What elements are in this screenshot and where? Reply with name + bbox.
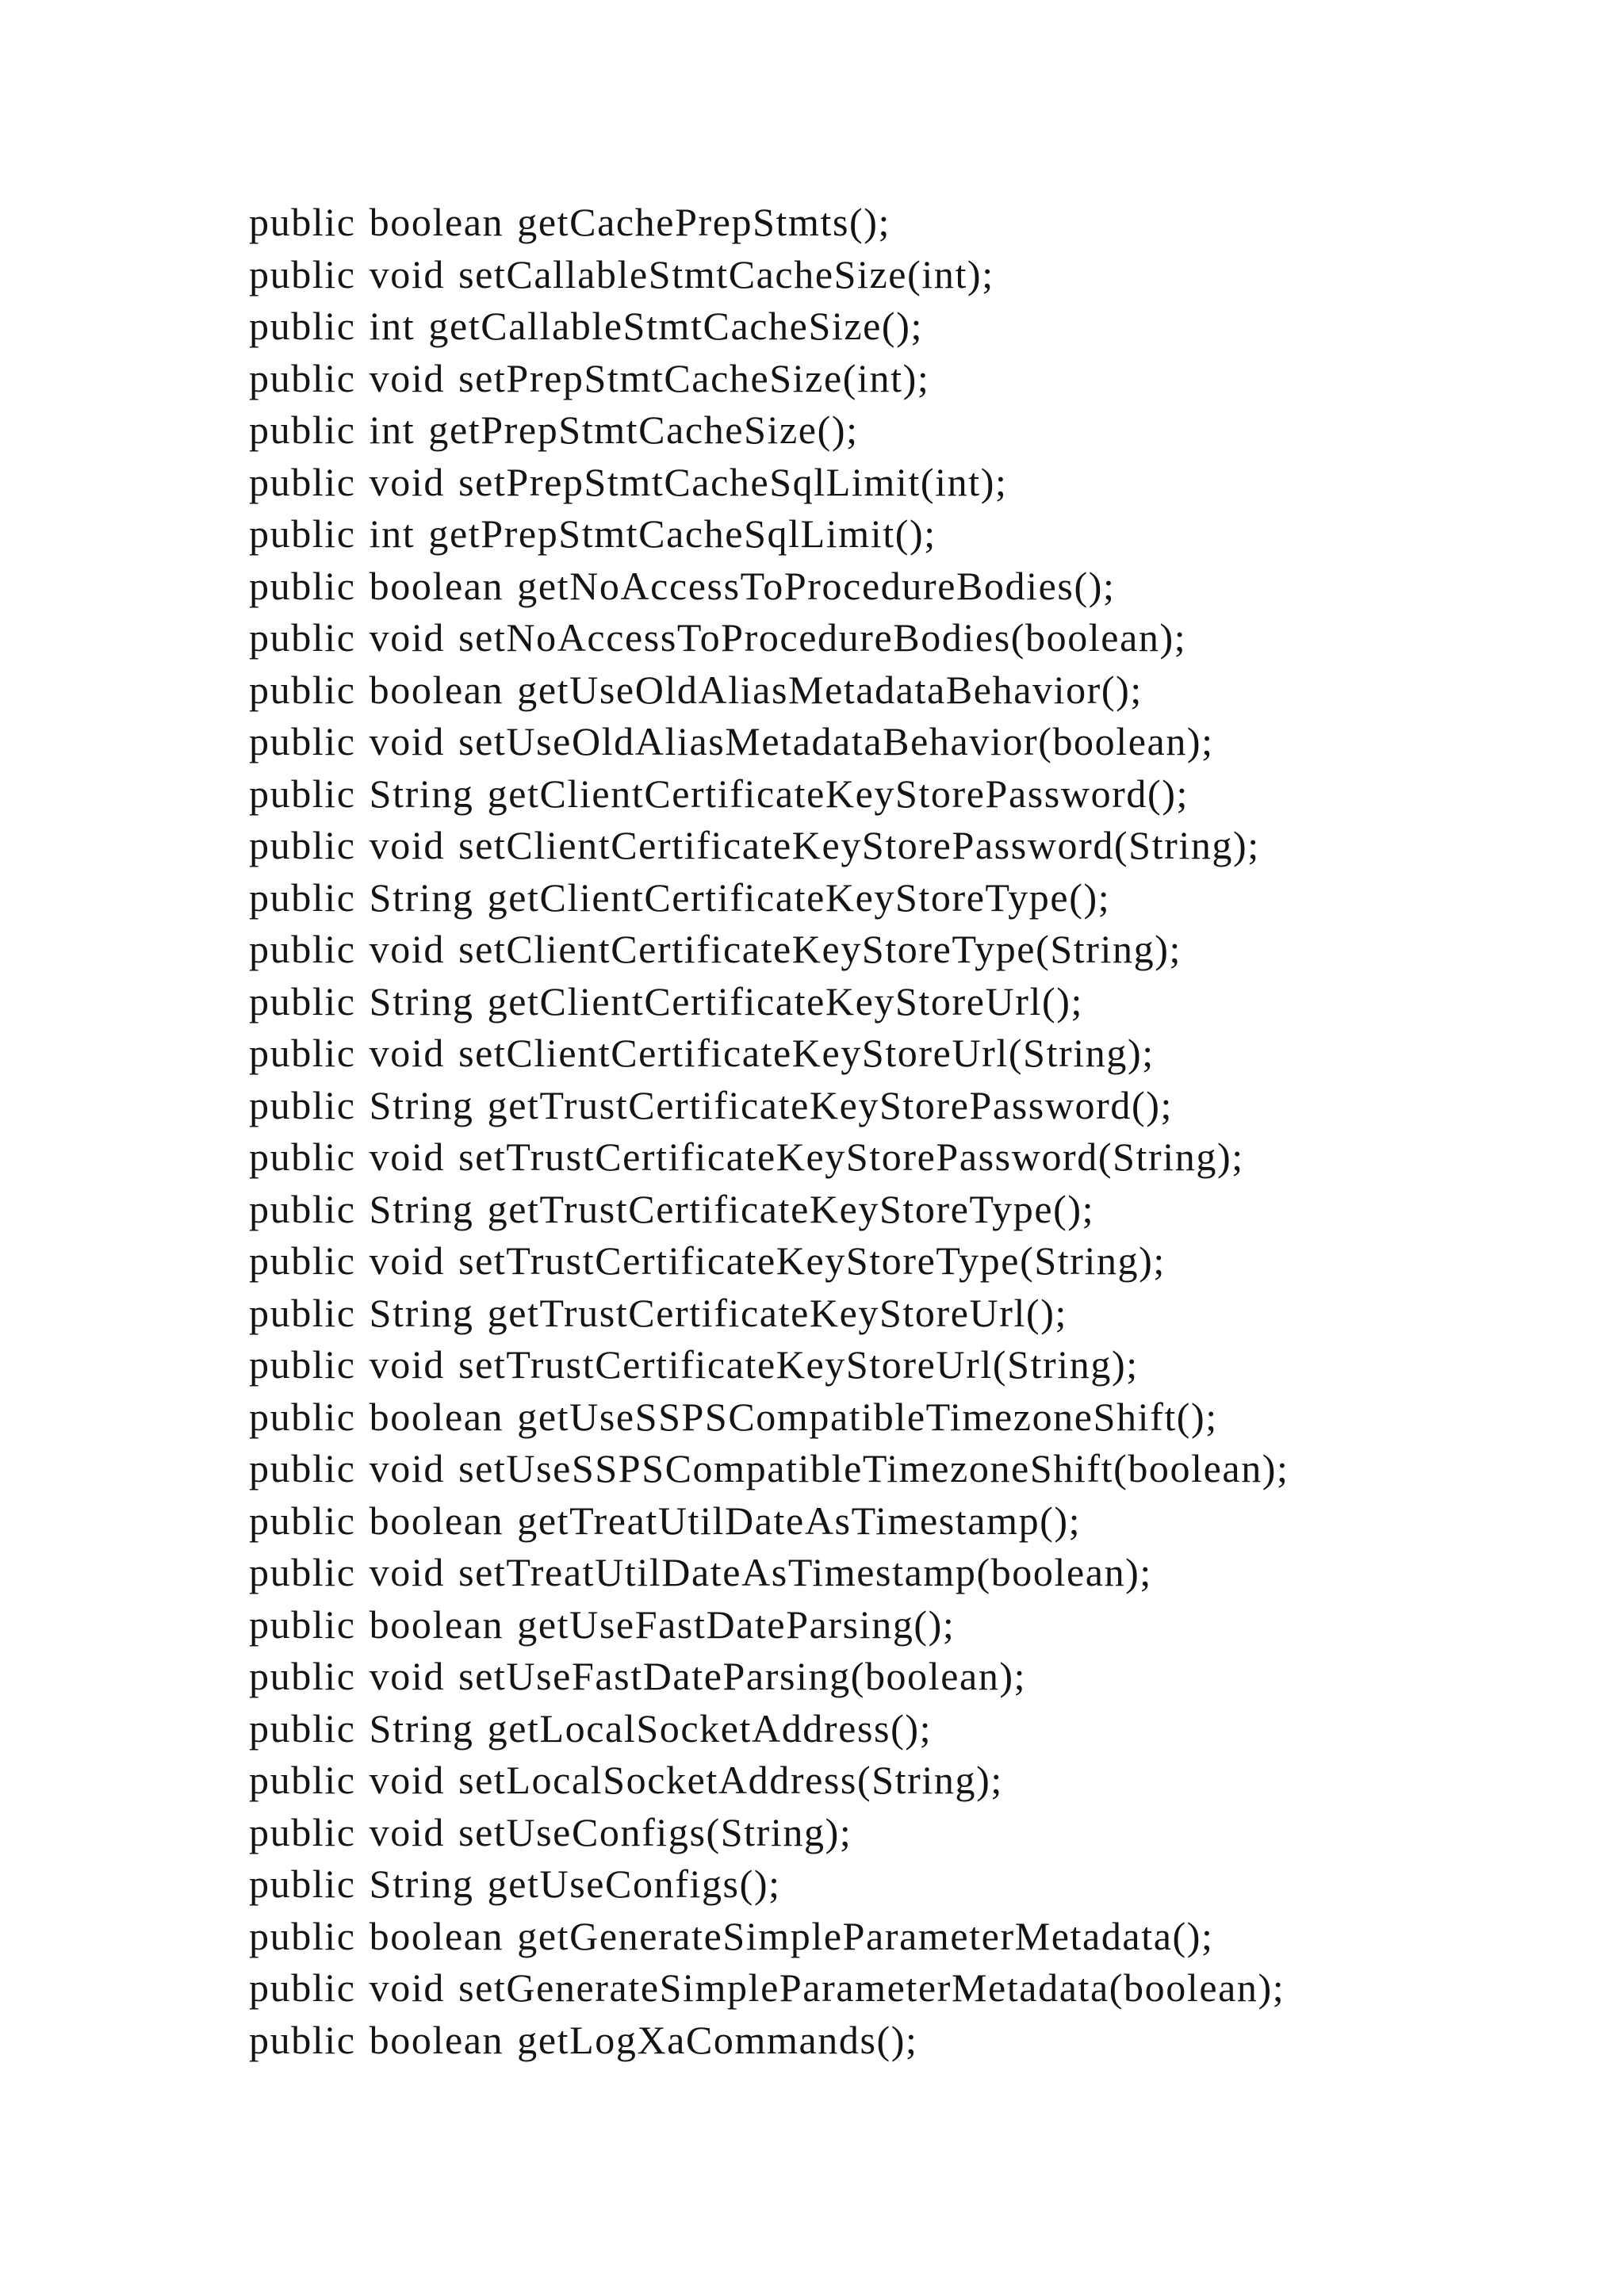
code-line: public void setGenerateSimpleParameterMetadata(boolean);	[249, 1965, 1285, 2010]
code-line: public void setLocalSocketAddress(String);	[249, 1758, 1003, 1802]
code-line: public void setUseConfigs(String);	[249, 1809, 852, 1854]
code-line: public String getTrustCertificateKeyStoreUrl();	[249, 1290, 1067, 1335]
code-line: public boolean getTreatUtilDateAsTimestamp();	[249, 1498, 1082, 1543]
code-line: public String getTrustCertificateKeyStorePassword();	[249, 1082, 1173, 1127]
code-line: public void setPrepStmtCacheSqlLimit(int);	[249, 459, 1008, 504]
code-line: public int getPrepStmtCacheSqlLimit();	[249, 511, 936, 556]
code-line: public String getClientCertificateKeyStoreUrl();	[249, 978, 1083, 1024]
code-line: public boolean getCachePrepStmts();	[249, 200, 891, 244]
code-line: public void setTrustCertificateKeyStoreUrl(String);	[249, 1342, 1139, 1387]
code-line: public String getClientCertificateKeyStoreType();	[249, 874, 1111, 920]
code-line: public String getUseConfigs();	[249, 1862, 781, 1906]
code-line: public boolean getUseSSPSCompatibleTimezoneShift();	[249, 1394, 1218, 1439]
code-line: public boolean getGenerateSimpleParameterMetadata();	[249, 1913, 1214, 1958]
code-line: public int getPrepStmtCacheSize();	[249, 408, 859, 452]
code-line: public void setTrustCertificateKeyStoreType(String);	[249, 1238, 1166, 1283]
code-line: public String getLocalSocketAddress();	[249, 1705, 933, 1751]
code-line: public boolean getUseFastDateParsing();	[249, 1601, 956, 1647]
code-line: public void setClientCertificateKeyStoreType(String);	[249, 927, 1182, 971]
code-line: public void setUseSSPSCompatibleTimezoneShift(boolean);	[249, 1446, 1289, 1490]
code-line: public void setPrepStmtCacheSize(int);	[249, 355, 930, 400]
code-line: public void setNoAccessToProcedureBodies(boolean);	[249, 615, 1187, 660]
code-line: public void setClientCertificateKeyStoreUrl(String);	[249, 1031, 1155, 1075]
code-listing	[249, 197, 1289, 2066]
code-line: public void setTreatUtilDateAsTimestamp(boolean);	[249, 1550, 1152, 1594]
code-line: public String getTrustCertificateKeyStoreType();	[249, 1186, 1095, 1231]
code-line: public void setTrustCertificateKeyStorePassword(String);	[249, 1135, 1244, 1179]
code-line: public void setCallableStmtCacheSize(int);	[249, 251, 994, 297]
code-line: public int getCallableStmtCacheSize();	[249, 304, 923, 348]
code-line: public boolean getNoAccessToProcedureBodies();	[249, 563, 1116, 608]
code-line: public void setUseOldAliasMetadataBehavior(boolean);	[249, 719, 1214, 763]
code-line: public boolean getUseOldAliasMetadataBehavior();	[249, 667, 1143, 712]
code-line: public void setClientCertificateKeyStorePassword(String);	[249, 823, 1260, 867]
code-line: public String getClientCertificateKeyStorePassword();	[249, 771, 1189, 816]
code-line: public boolean getLogXaCommands();	[249, 2017, 918, 2062]
code-line: public void setUseFastDateParsing(boolean);	[249, 1654, 1027, 1698]
